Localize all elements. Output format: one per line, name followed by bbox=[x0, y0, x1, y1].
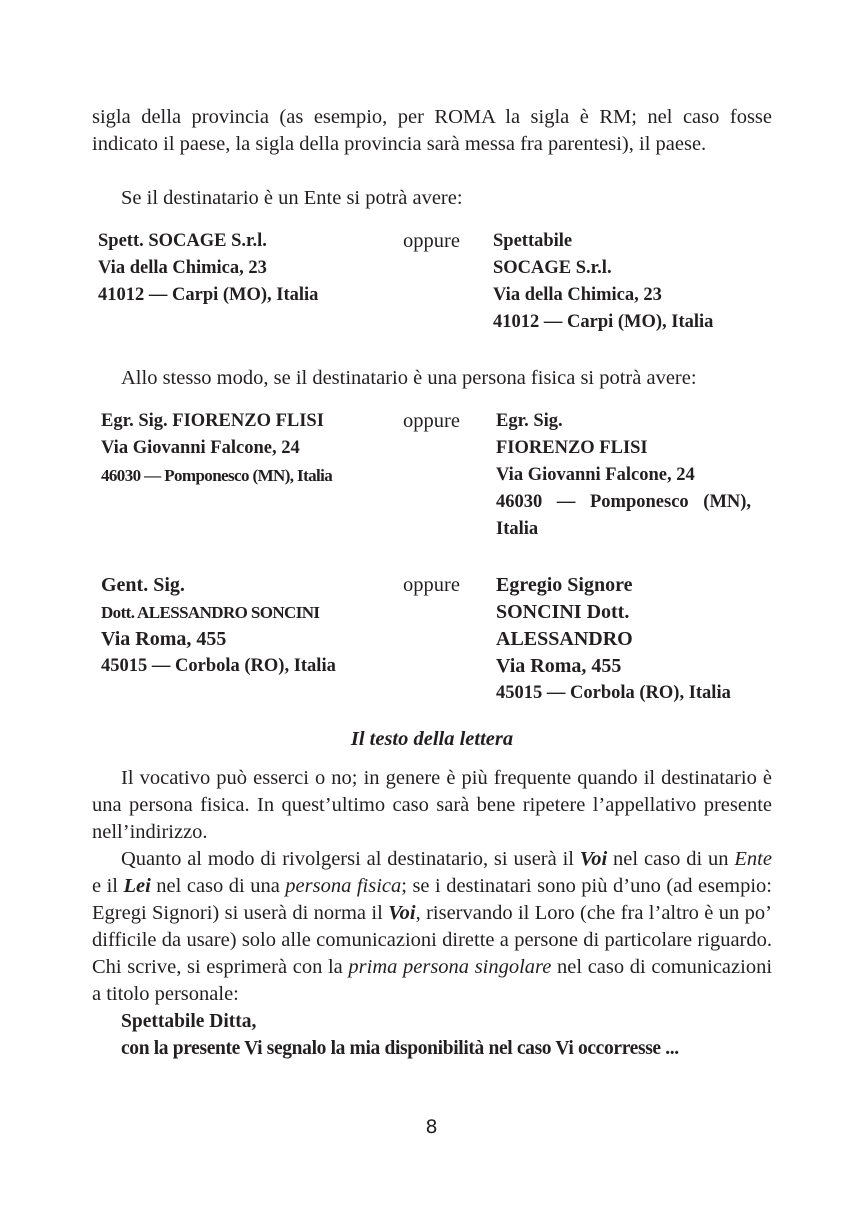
persona1-address-block bbox=[92, 408, 772, 572]
oppure-label: oppure bbox=[403, 230, 460, 252]
body-paragraph-1: Il vocativo può esserci o no; in genere è più frequente quando il destinatario è una persona fisica. In quest’ultimo caso sarà bene ripetere l’appellativo presente nell’indirizzo. bbox=[92, 767, 772, 843]
address-line: Gent. Sig. bbox=[101, 574, 185, 596]
persona-intro: Allo stesso modo, se il destinatario è una persona fisica si potrà avere: bbox=[121, 367, 697, 389]
section-title: Il testo della lettera bbox=[350, 728, 514, 750]
address-line: Egregio Signore bbox=[496, 574, 633, 596]
text-run: nel caso di comunicazioni a titolo personale: bbox=[92, 956, 773, 1005]
intro-paragraph: sigla della provincia (as esempio, per ROMA la sigla è RM; nel caso fosse indicato il paese, la sigla della provincia sarà messa fra parentesi), il paese. bbox=[92, 106, 772, 155]
address-line: 41012 — Carpi (MO), Italia bbox=[493, 312, 714, 332]
body-paragraph-2 bbox=[92, 846, 772, 1008]
text-run: , riservando il Loro (che fra l’altro è un po’ difficile da usare) solo alle comunicazioni dirette a persone di particolare riguardo. Chi scrive, si esprimerà con la bbox=[92, 902, 772, 978]
address-line: FIORENZO FLISI bbox=[496, 438, 648, 458]
persona1-address-right bbox=[496, 408, 751, 543]
ente-address-right bbox=[493, 228, 713, 336]
text-run: nel caso di un bbox=[607, 848, 735, 870]
ente-address-left bbox=[98, 228, 318, 309]
address-line: 46030 — Pomponesco (MN), Italia bbox=[101, 466, 333, 485]
text-run: ; se i destinatari sono più d’uno (ad esempio: Egregi Signori) si userà di norma il bbox=[92, 875, 772, 924]
oppure-label: oppure bbox=[403, 574, 460, 596]
address-line: Dott. ALESSANDRO SONCINI bbox=[101, 603, 320, 622]
persona1-address-left bbox=[101, 408, 332, 489]
persona2-address-left bbox=[101, 572, 336, 680]
address-line: SOCAGE S.r.l. bbox=[493, 258, 612, 278]
page-number: 8 bbox=[425, 1116, 438, 1138]
address-line: SONCINI Dott. bbox=[496, 601, 630, 623]
address-line: Via Roma, 455 bbox=[496, 655, 622, 677]
text-run: nel caso di una bbox=[150, 875, 286, 897]
address-line: Italia bbox=[496, 519, 539, 539]
emphasis-voi: Voi bbox=[388, 902, 416, 924]
oppure-label: oppure bbox=[403, 410, 460, 432]
address-line: Via della Chimica, 23 bbox=[98, 258, 267, 278]
emphasis-lei: Lei bbox=[123, 875, 151, 897]
emphasis-persona-fisica: persona fisica bbox=[285, 875, 402, 897]
address-line: 46030 — Pomponesco (MN), bbox=[496, 492, 752, 512]
address-line: Spett. SOCAGE S.r.l. bbox=[98, 231, 267, 251]
address-line: 45015 — Corbola (RO), Italia bbox=[101, 656, 336, 676]
persona2-address-right bbox=[496, 572, 731, 707]
emphasis-voi: Voi bbox=[579, 848, 608, 870]
ente-intro: Se il destinatario è un Ente si potrà avere: bbox=[121, 187, 463, 209]
persona2-address-block bbox=[92, 572, 772, 707]
document-page bbox=[92, 104, 772, 1062]
address-line: Via della Chimica, 23 bbox=[493, 285, 662, 305]
address-line: Via Giovanni Falcone, 24 bbox=[496, 465, 695, 485]
emphasis-ente: Ente bbox=[734, 848, 772, 870]
address-line: 41012 — Carpi (MO), Italia bbox=[98, 285, 319, 305]
address-line: 45015 — Corbola (RO), Italia bbox=[496, 683, 731, 703]
address-line: Egr. Sig. FIORENZO FLISI bbox=[101, 411, 324, 431]
letter-example-line-2: con la presente Vi segnalo la mia disponibilità nel caso Vi occorresse ... bbox=[121, 1038, 679, 1059]
emphasis-prima-persona: prima persona singolare bbox=[348, 956, 552, 978]
ente-address-block bbox=[92, 228, 772, 365]
letter-example-line-1: Spettabile Ditta, bbox=[121, 1011, 257, 1032]
address-line: Via Giovanni Falcone, 24 bbox=[101, 438, 300, 458]
address-line: Egr. Sig. bbox=[496, 411, 563, 431]
text-run: Quanto al modo di rivolgersi al destinatario, si userà il bbox=[121, 848, 580, 870]
text-run: e il bbox=[92, 875, 124, 897]
address-line: ALESSANDRO bbox=[496, 628, 633, 650]
address-line: Via Roma, 455 bbox=[101, 628, 227, 650]
address-line: Spettabile bbox=[493, 231, 573, 251]
